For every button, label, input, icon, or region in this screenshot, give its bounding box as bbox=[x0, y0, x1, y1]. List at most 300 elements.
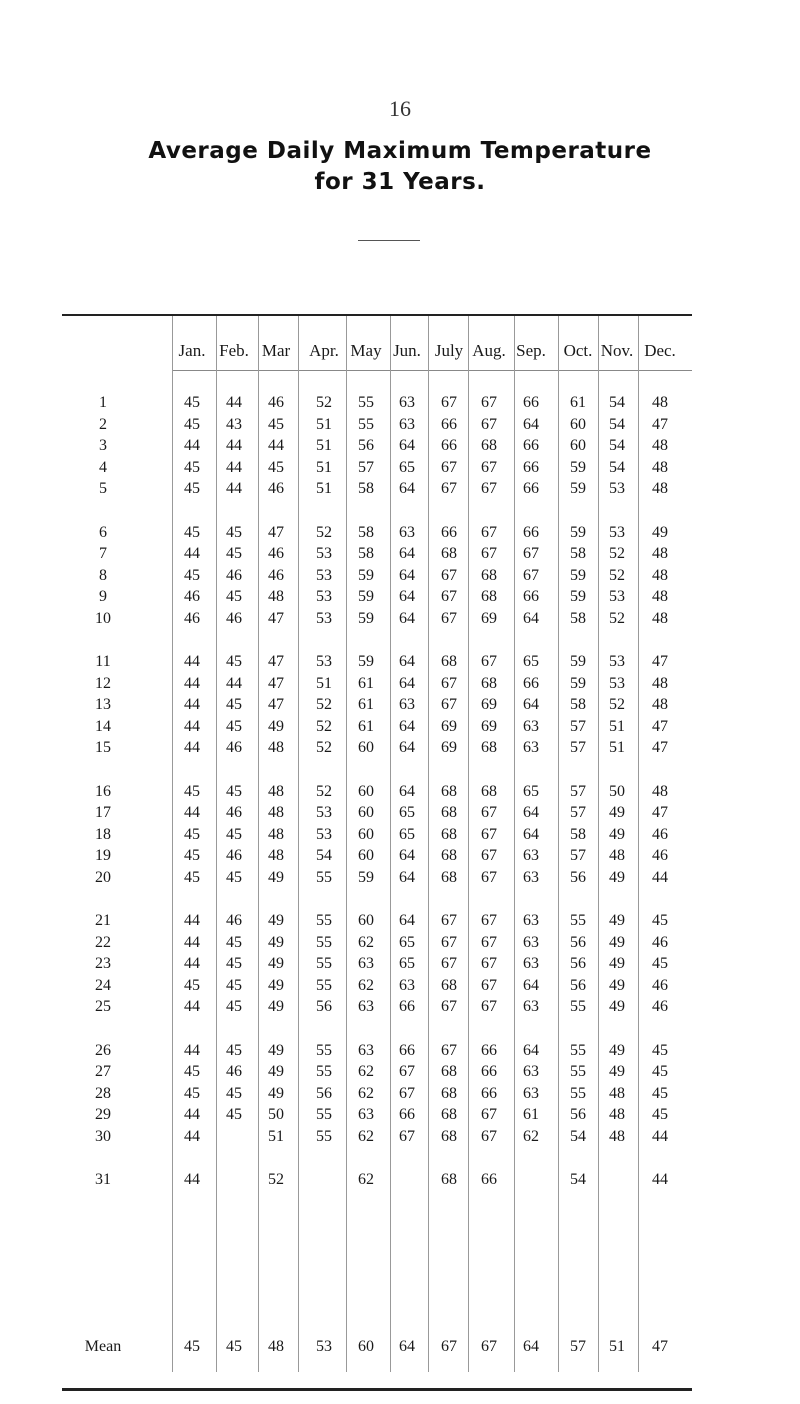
temperature-cell: 44 bbox=[184, 545, 200, 562]
temperature-cell: 49 bbox=[609, 955, 625, 972]
day-label: 18 bbox=[95, 825, 111, 843]
temperature-cell: 50 bbox=[609, 782, 625, 800]
day-label: 28 bbox=[95, 1084, 111, 1102]
temperature-cell: 47 bbox=[652, 653, 668, 670]
temperature-cell: 52 bbox=[316, 739, 332, 756]
temperature-cell: 67 bbox=[481, 847, 497, 864]
temperature-cell: 45 bbox=[268, 415, 284, 433]
temperature-cell: 68 bbox=[481, 782, 497, 800]
temperature-cell: 63 bbox=[523, 933, 539, 951]
temperature-cell: 44 bbox=[226, 437, 242, 454]
temperature-cell: 65 bbox=[399, 804, 415, 821]
temperature-cell: 52 bbox=[268, 1171, 284, 1188]
temperature-cell: 66 bbox=[523, 394, 539, 411]
temperature-cell: 67 bbox=[441, 458, 457, 476]
temperature-cell: 64 bbox=[399, 545, 415, 562]
temperature-cell: 66 bbox=[523, 523, 539, 541]
temperature-cell: 63 bbox=[523, 847, 539, 864]
temperature-cell: 63 bbox=[523, 998, 539, 1015]
temperature-cell: 64 bbox=[399, 674, 415, 692]
temperature-cell: 55 bbox=[358, 415, 374, 433]
temperature-cell: 55 bbox=[316, 976, 332, 994]
temperature-cell: 47 bbox=[268, 523, 284, 541]
mean-cell: 64 bbox=[399, 1338, 415, 1355]
temperature-cell: 63 bbox=[358, 955, 374, 972]
temperature-cell: 67 bbox=[481, 415, 497, 433]
temperature-cell: 43 bbox=[226, 415, 242, 433]
temperature-cell: 67 bbox=[481, 1106, 497, 1123]
temperature-cell: 54 bbox=[609, 458, 625, 476]
page-number: 16 bbox=[389, 96, 411, 121]
temperature-cell: 52 bbox=[609, 609, 625, 627]
temperature-cell: 64 bbox=[523, 1041, 539, 1059]
temperature-cell: 44 bbox=[226, 480, 242, 497]
temperature-cell: 59 bbox=[358, 868, 374, 886]
temperature-cell: 48 bbox=[652, 696, 668, 713]
temperature-cell: 49 bbox=[268, 976, 284, 994]
column-header: July bbox=[434, 341, 464, 360]
temperature-cell: 44 bbox=[652, 1127, 668, 1145]
temperature-cell: 66 bbox=[523, 437, 539, 454]
temperature-cell: 52 bbox=[609, 696, 625, 713]
temperature-cell: 46 bbox=[226, 1063, 242, 1080]
temperature-cell: 59 bbox=[570, 458, 586, 476]
temperature-cell: 52 bbox=[609, 545, 625, 562]
day-label: 8 bbox=[99, 566, 107, 584]
temperature-cell: 48 bbox=[652, 480, 668, 497]
temperature-cell: 48 bbox=[609, 1084, 625, 1102]
mean-cell: 51 bbox=[609, 1338, 625, 1355]
temperature-cell: 44 bbox=[184, 1127, 200, 1145]
temperature-cell: 49 bbox=[268, 998, 284, 1015]
mean-cell: 53 bbox=[316, 1338, 332, 1355]
temperature-cell: 63 bbox=[399, 976, 415, 994]
temperature-cell: 48 bbox=[652, 609, 668, 627]
temperature-cell: 62 bbox=[358, 1063, 374, 1080]
temperature-cell: 53 bbox=[316, 566, 332, 584]
temperature-cell: 66 bbox=[441, 437, 457, 454]
temperature-cell: 45 bbox=[184, 868, 200, 886]
temperature-cell: 56 bbox=[358, 437, 374, 454]
temperature-cell: 49 bbox=[609, 825, 625, 843]
mean-label: Mean bbox=[84, 1338, 122, 1355]
temperature-cell: 45 bbox=[226, 1084, 242, 1102]
temperature-cell: 48 bbox=[609, 1106, 625, 1123]
temperature-cell: 46 bbox=[226, 847, 242, 864]
day-label: 13 bbox=[95, 696, 111, 713]
temperature-cell: 48 bbox=[609, 847, 625, 864]
temperature-cell: 45 bbox=[184, 847, 200, 864]
temperature-cell: 53 bbox=[609, 653, 625, 670]
mean-cell: 60 bbox=[358, 1338, 374, 1355]
temperature-cell: 67 bbox=[399, 1084, 415, 1102]
temperature-cell: 47 bbox=[652, 717, 668, 735]
temperature-cell: 55 bbox=[316, 868, 332, 886]
temperature-cell: 47 bbox=[652, 415, 668, 433]
temperature-cell: 46 bbox=[184, 588, 200, 605]
temperature-cell: 67 bbox=[481, 976, 497, 994]
temperature-cell: 44 bbox=[184, 804, 200, 821]
temperature-cell: 49 bbox=[268, 1041, 284, 1059]
temperature-cell: 61 bbox=[523, 1106, 539, 1123]
temperature-cell: 67 bbox=[441, 998, 457, 1015]
temperature-cell: 69 bbox=[441, 717, 457, 735]
day-label: 17 bbox=[95, 804, 111, 821]
temperature-cell: 66 bbox=[523, 588, 539, 605]
temperature-cell: 67 bbox=[441, 566, 457, 584]
temperature-cell: 63 bbox=[523, 1063, 539, 1080]
temperature-cell: 46 bbox=[226, 566, 242, 584]
temperature-cell: 60 bbox=[358, 804, 374, 821]
mean-cell: 64 bbox=[523, 1338, 539, 1355]
temperature-cell: 64 bbox=[523, 976, 539, 994]
temperature-cell: 62 bbox=[358, 1084, 374, 1102]
temperature-cell: 53 bbox=[316, 804, 332, 821]
title-line-2: for 31 Years. bbox=[314, 169, 486, 195]
temperature-cell: 67 bbox=[523, 566, 539, 584]
temperature-cell: 55 bbox=[316, 912, 332, 929]
temperature-cell: 55 bbox=[570, 912, 586, 929]
temperature-cell: 63 bbox=[358, 1041, 374, 1059]
temperature-cell: 45 bbox=[226, 976, 242, 994]
temperature-cell: 59 bbox=[570, 566, 586, 584]
temperature-cell: 45 bbox=[184, 480, 200, 497]
temperature-cell: 68 bbox=[441, 653, 457, 670]
column-header: Apr. bbox=[309, 341, 339, 360]
temperature-cell: 45 bbox=[226, 1041, 242, 1059]
temperature-cell: 53 bbox=[609, 523, 625, 541]
temperature-cell: 60 bbox=[358, 912, 374, 929]
temperature-cell: 52 bbox=[316, 523, 332, 541]
temperature-cell: 56 bbox=[570, 868, 586, 886]
temperature-cell: 45 bbox=[184, 1063, 200, 1080]
temperature-cell: 45 bbox=[226, 717, 242, 735]
temperature-cell: 67 bbox=[441, 480, 457, 497]
temperature-cell: 66 bbox=[481, 1084, 497, 1102]
temperature-cell: 64 bbox=[523, 825, 539, 843]
temperature-cell: 67 bbox=[481, 653, 497, 670]
page-title bbox=[0, 136, 800, 198]
temperature-cell: 45 bbox=[226, 825, 242, 843]
temperature-cell: 58 bbox=[570, 545, 586, 562]
temperature-cell: 67 bbox=[441, 674, 457, 692]
temperature-cell: 63 bbox=[358, 998, 374, 1015]
temperature-cell: 59 bbox=[358, 588, 374, 605]
day-label: 6 bbox=[99, 523, 107, 541]
temperature-cell: 48 bbox=[652, 545, 668, 562]
temperature-cell: 52 bbox=[316, 782, 332, 800]
temperature-cell: 65 bbox=[523, 653, 539, 670]
temperature-cell: 49 bbox=[609, 804, 625, 821]
temperature-cell: 49 bbox=[609, 976, 625, 994]
temperature-cell: 44 bbox=[652, 868, 668, 886]
mean-cell: 45 bbox=[226, 1338, 242, 1355]
day-label: 27 bbox=[95, 1063, 111, 1080]
temperature-cell: 68 bbox=[481, 566, 497, 584]
column-header: Sep. bbox=[516, 341, 546, 360]
temperature-cell: 67 bbox=[441, 696, 457, 713]
temperature-cell: 49 bbox=[652, 523, 668, 541]
temperature-cell: 45 bbox=[226, 1106, 242, 1123]
temperature-cell: 67 bbox=[481, 998, 497, 1015]
temperature-cell: 53 bbox=[316, 825, 332, 843]
temperature-cell: 45 bbox=[652, 912, 668, 929]
temperature-cell: 67 bbox=[399, 1063, 415, 1080]
day-label: 21 bbox=[95, 912, 111, 929]
mean-cell: 67 bbox=[441, 1338, 457, 1355]
temperature-cell: 63 bbox=[523, 739, 539, 756]
temperature-cell: 66 bbox=[481, 1063, 497, 1080]
day-label: 23 bbox=[95, 955, 111, 972]
temperature-cell: 47 bbox=[268, 674, 284, 692]
temperature-cell: 69 bbox=[481, 609, 497, 627]
temperature-cell: 59 bbox=[358, 609, 374, 627]
temperature-cell: 49 bbox=[268, 868, 284, 886]
temperature-cell: 46 bbox=[226, 912, 242, 929]
temperature-cell: 48 bbox=[268, 739, 284, 756]
temperature-cell: 67 bbox=[481, 912, 497, 929]
temperature-cell: 46 bbox=[184, 609, 200, 627]
temperature-cell: 45 bbox=[226, 653, 242, 670]
temperature-cell: 68 bbox=[441, 782, 457, 800]
day-label: 24 bbox=[95, 976, 111, 994]
temperature-cell: 68 bbox=[441, 1127, 457, 1145]
temperature-cell: 45 bbox=[226, 588, 242, 605]
day-label: 30 bbox=[95, 1127, 111, 1145]
temperature-cell: 48 bbox=[652, 588, 668, 605]
temperature-cell: 68 bbox=[441, 847, 457, 864]
temperature-cell: 45 bbox=[184, 415, 200, 433]
temperature-cell: 48 bbox=[268, 782, 284, 800]
mean-cell: 45 bbox=[184, 1338, 200, 1355]
temperature-cell: 65 bbox=[399, 933, 415, 951]
temperature-cell: 59 bbox=[570, 653, 586, 670]
temperature-cell: 53 bbox=[609, 588, 625, 605]
temperature-cell: 45 bbox=[268, 458, 284, 476]
temperature-cell: 67 bbox=[523, 545, 539, 562]
temperature-cell: 46 bbox=[268, 394, 284, 411]
temperature-cell: 64 bbox=[399, 739, 415, 756]
temperature-cell: 67 bbox=[481, 545, 497, 562]
temperature-cell: 63 bbox=[358, 1106, 374, 1123]
temperature-cell: 56 bbox=[570, 933, 586, 951]
temperature-cell: 67 bbox=[441, 609, 457, 627]
temperature-cell: 66 bbox=[399, 1106, 415, 1123]
temperature-cell: 49 bbox=[268, 912, 284, 929]
temperature-cell: 66 bbox=[523, 458, 539, 476]
temperature-cell: 57 bbox=[358, 458, 374, 476]
temperature-cell: 62 bbox=[523, 1127, 539, 1145]
temperature-cell: 59 bbox=[358, 653, 374, 670]
temperature-cell: 59 bbox=[570, 523, 586, 541]
temperature-cell: 62 bbox=[358, 933, 374, 951]
temperature-cell: 45 bbox=[226, 933, 242, 951]
temperature-cell: 66 bbox=[441, 415, 457, 433]
temperature-cell: 51 bbox=[316, 415, 332, 433]
temperature-cell: 45 bbox=[652, 1063, 668, 1080]
temperature-cell: 63 bbox=[523, 1084, 539, 1102]
temperature-cell: 57 bbox=[570, 782, 586, 800]
temperature-cell: 51 bbox=[316, 458, 332, 476]
temperature-cell: 66 bbox=[441, 523, 457, 541]
temperature-cell: 67 bbox=[481, 394, 497, 411]
temperature-cell: 68 bbox=[441, 976, 457, 994]
day-label: 4 bbox=[99, 458, 107, 476]
day-label: 11 bbox=[95, 653, 111, 670]
temperature-cell: 67 bbox=[481, 868, 497, 886]
temperature-cell: 44 bbox=[226, 458, 242, 476]
day-label: 3 bbox=[99, 437, 107, 454]
temperature-cell: 49 bbox=[609, 1041, 625, 1059]
temperature-cell: 44 bbox=[268, 437, 284, 454]
temperature-cell: 67 bbox=[481, 804, 497, 821]
temperature-cell: 69 bbox=[481, 696, 497, 713]
temperature-cell: 52 bbox=[316, 696, 332, 713]
day-label: 5 bbox=[99, 480, 107, 497]
mean-cell: 67 bbox=[481, 1338, 497, 1355]
temperature-cell: 50 bbox=[268, 1106, 284, 1123]
temperature-cell: 57 bbox=[570, 847, 586, 864]
temperature-cell: 67 bbox=[481, 480, 497, 497]
header-rule bbox=[172, 370, 692, 371]
temperature-cell: 44 bbox=[184, 674, 200, 692]
temperature-cell: 54 bbox=[609, 437, 625, 454]
temperature-cell: 63 bbox=[523, 717, 539, 735]
temperature-cell: 66 bbox=[481, 1171, 497, 1188]
temperature-cell: 58 bbox=[570, 609, 586, 627]
temperature-cell: 61 bbox=[570, 394, 586, 411]
temperature-cell: 55 bbox=[316, 1041, 332, 1059]
mean-cell: 48 bbox=[268, 1338, 284, 1355]
temperature-cell: 48 bbox=[268, 825, 284, 843]
temperature-cell: 67 bbox=[481, 825, 497, 843]
temperature-cell: 67 bbox=[481, 1127, 497, 1145]
temperature-cell: 56 bbox=[570, 955, 586, 972]
temperature-cell: 60 bbox=[358, 847, 374, 864]
temperature-cell: 48 bbox=[268, 804, 284, 821]
temperature-cell: 64 bbox=[399, 912, 415, 929]
temperature-cell: 47 bbox=[268, 609, 284, 627]
temperature-cell: 68 bbox=[481, 739, 497, 756]
day-label: 16 bbox=[95, 782, 111, 800]
temperature-cell: 44 bbox=[184, 739, 200, 756]
day-label: 10 bbox=[95, 609, 111, 627]
temperature-cell: 60 bbox=[358, 782, 374, 800]
temperature-cell: 45 bbox=[652, 1041, 668, 1059]
temperature-cell: 45 bbox=[226, 782, 242, 800]
temperature-table bbox=[62, 314, 692, 1391]
temperature-cell: 48 bbox=[652, 674, 668, 692]
temperature-cell: 45 bbox=[184, 458, 200, 476]
temperature-cell: 64 bbox=[399, 782, 415, 800]
temperature-cell: 46 bbox=[652, 933, 668, 951]
temperature-cell: 52 bbox=[316, 394, 332, 411]
temperature-cell: 49 bbox=[609, 998, 625, 1015]
temperature-cell: 47 bbox=[268, 696, 284, 713]
temperature-cell: 46 bbox=[652, 998, 668, 1015]
temperature-cell: 64 bbox=[523, 415, 539, 433]
mean-cell: 57 bbox=[570, 1338, 586, 1355]
column-header: Feb. bbox=[219, 341, 249, 360]
temperature-cell: 63 bbox=[399, 696, 415, 713]
temperature-cell: 63 bbox=[523, 868, 539, 886]
temperature-cell: 45 bbox=[652, 1106, 668, 1123]
column-header: Aug. bbox=[472, 341, 506, 360]
temperature-cell: 55 bbox=[316, 1106, 332, 1123]
temperature-cell: 48 bbox=[268, 847, 284, 864]
temperature-cell: 45 bbox=[184, 782, 200, 800]
temperature-cell: 46 bbox=[226, 804, 242, 821]
temperature-cell: 56 bbox=[316, 998, 332, 1015]
temperature-cell: 60 bbox=[570, 415, 586, 433]
day-label: 25 bbox=[95, 998, 111, 1015]
temperature-cell: 48 bbox=[268, 588, 284, 605]
temperature-cell: 67 bbox=[481, 955, 497, 972]
temperature-cell: 61 bbox=[358, 717, 374, 735]
temperature-cell: 44 bbox=[184, 1041, 200, 1059]
column-divider bbox=[298, 316, 299, 1372]
temperature-cell: 46 bbox=[226, 739, 242, 756]
temperature-cell: 55 bbox=[316, 955, 332, 972]
temperature-cell: 55 bbox=[570, 1063, 586, 1080]
temperature-cell: 65 bbox=[399, 955, 415, 972]
temperature-cell: 45 bbox=[184, 394, 200, 411]
column-header: Jan. bbox=[178, 341, 206, 360]
title-line-1: Average Daily Maximum Temperature bbox=[148, 138, 652, 164]
temperature-cell: 44 bbox=[184, 1171, 200, 1188]
temperature-cell: 45 bbox=[652, 1084, 668, 1102]
temperature-cell: 68 bbox=[441, 1063, 457, 1080]
temperature-cell: 45 bbox=[226, 523, 242, 541]
temperature-cell: 64 bbox=[399, 868, 415, 886]
mean-cell: 47 bbox=[652, 1338, 668, 1355]
temperature-cell: 64 bbox=[523, 696, 539, 713]
temperature-cell: 64 bbox=[399, 653, 415, 670]
title-divider bbox=[358, 240, 420, 241]
temperature-cell: 51 bbox=[316, 437, 332, 454]
temperature-cell: 53 bbox=[316, 653, 332, 670]
temperature-cell: 48 bbox=[652, 437, 668, 454]
temperature-cell: 46 bbox=[268, 566, 284, 584]
temperature-cell: 68 bbox=[481, 437, 497, 454]
temperature-cell: 55 bbox=[570, 1084, 586, 1102]
temperature-cell: 44 bbox=[184, 653, 200, 670]
temperature-cell: 54 bbox=[570, 1171, 586, 1188]
temperature-cell: 53 bbox=[609, 480, 625, 497]
temperature-cell: 49 bbox=[609, 1063, 625, 1080]
temperature-cell: 64 bbox=[523, 609, 539, 627]
temperature-cell: 49 bbox=[268, 955, 284, 972]
temperature-cell: 64 bbox=[399, 480, 415, 497]
temperature-cell: 65 bbox=[399, 458, 415, 476]
temperature-cell: 47 bbox=[652, 804, 668, 821]
temperature-cell: 56 bbox=[570, 976, 586, 994]
day-label: 14 bbox=[95, 717, 111, 735]
temperature-cell: 55 bbox=[570, 1041, 586, 1059]
temperature-cell: 47 bbox=[268, 653, 284, 670]
column-header: Oct. bbox=[563, 341, 593, 360]
temperature-cell: 58 bbox=[358, 523, 374, 541]
temperature-cell: 64 bbox=[399, 609, 415, 627]
temperature-cell: 45 bbox=[226, 545, 242, 562]
temperature-cell: 64 bbox=[399, 847, 415, 864]
temperature-cell: 63 bbox=[523, 912, 539, 929]
temperature-cell: 55 bbox=[358, 394, 374, 411]
temperature-cell: 44 bbox=[184, 912, 200, 929]
temperature-cell: 63 bbox=[523, 955, 539, 972]
temperature-cell: 67 bbox=[481, 933, 497, 951]
day-label: 7 bbox=[99, 545, 107, 562]
